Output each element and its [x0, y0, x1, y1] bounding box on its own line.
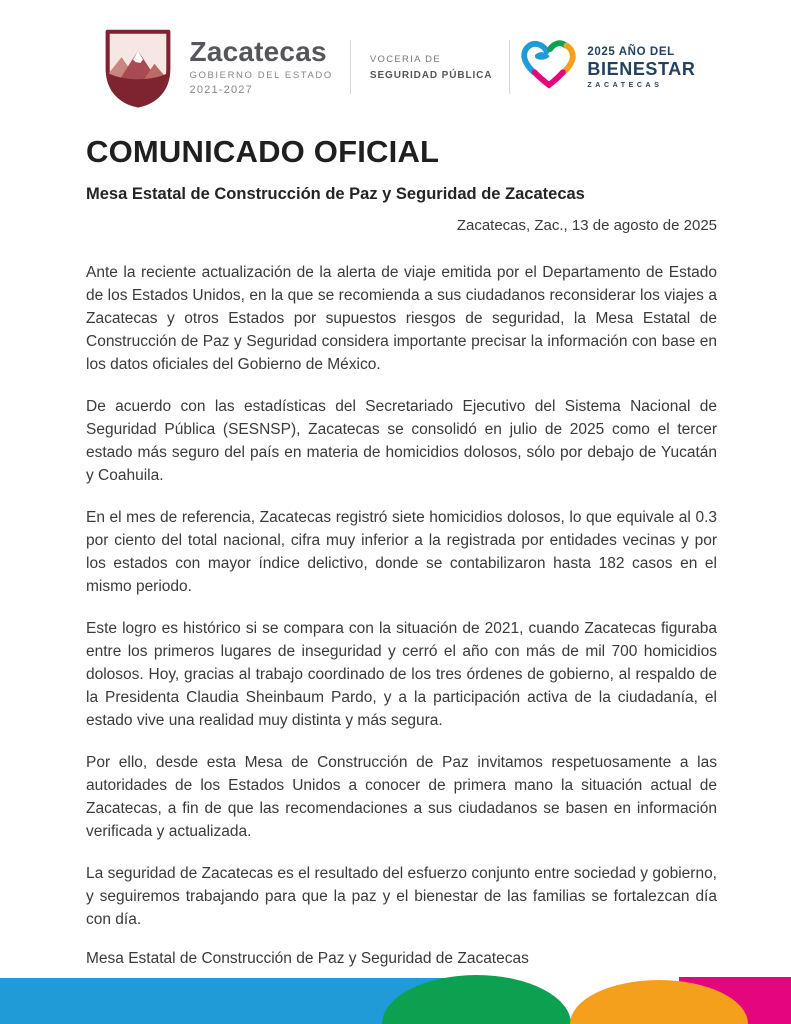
paragraph: Este logro es histórico si se compara con la situación de 2021, cuando Zacatecas figuraba entre los primeros lugares de inseguridad y cerró el año con más de mil 700 homicidios dolosos. Hoy, gracias al trabajo coordinado de los tres órdenes de gobierno, al respaldo de la Presidenta Claudia Sheinbaum Pardo, y a la participación activa de la ciudadanía, el estado vive una realidad muy distinta y más segura.: [86, 620, 717, 729]
bienestar-block: [587, 46, 695, 89]
state-wordmark: [190, 38, 333, 96]
dateline: Zacatecas, Zac., 13 de agosto de 2025: [456, 217, 717, 234]
zacatecas-shield-icon: [96, 26, 180, 108]
paragraph: Ante la reciente actualización de la alerta de viaje emitida por el Departamento de Estado de los Estados Unidos, en la que se recomienda a sus ciudadanos reconsiderar los viajes a Zacatecas y otros Estados por supuestos riesgos de seguridad, la Mesa Estatal de Construcción de Paz y Seguridad considera importante precisar la información con base en los datos oficiales del Gobierno de México.: [86, 264, 717, 373]
document-subtitle: Mesa Estatal de Construcción de Paz y Seguridad de Zacatecas: [86, 185, 585, 203]
header-divider: [350, 40, 351, 94]
footer-artwork: [0, 972, 791, 1024]
paragraph: La seguridad de Zacatecas es el resultado del esfuerzo conjunto entre sociedad y gobierno, y seguiremos trabajando para que la paz y el bienestar de las familias se fortalezcan día con día.: [86, 865, 717, 928]
bienestar-year-label: 2025 AÑO DEL: [587, 45, 675, 58]
document-body: [86, 261, 717, 931]
paragraph: De acuerdo con las estadísticas del Secretariado Ejecutivo del Sistema Nacional de Seguridad Pública (SESNSP), Zacatecas se consolidó en julio de 2025 como el tercer estado más seguro del país en materia de homicidios dolosos, sólo por debajo de Yucatán y Coahuila.: [86, 398, 717, 484]
official-communique: [86, 136, 717, 968]
bienestar-title: BIENESTAR: [587, 58, 696, 79]
paragraph: Por ello, desde esta Mesa de Construcción de Paz invitamos respetuosamente a las autoridades de los Estados Unidos a conocer de primera mano la situación actual de Zacatecas, a fin de que las recomendaciones a sus ciudadanos se basen en información verificada y actualizada.: [86, 754, 717, 840]
state-government-label: GOBIERNO DEL ESTADO: [189, 70, 333, 81]
header-divider: [509, 40, 510, 94]
voceria-label-bottom: SEGURIDAD PÚBLICA: [369, 69, 493, 81]
bienestar-state-label: ZACATECAS: [587, 81, 663, 89]
voceria-label-top: VOCERIA DE: [369, 53, 441, 65]
state-name: Zacatecas: [189, 36, 327, 67]
page-title: COMUNICADO OFICIAL: [86, 134, 440, 169]
bienestar-heart-icon: [520, 36, 578, 98]
voceria-block: [370, 54, 493, 81]
signature-line: Mesa Estatal de Construcción de Paz y Seguridad de Zacatecas: [86, 950, 529, 967]
paragraph: En el mes de referencia, Zacatecas registró siete homicidios dolosos, lo que equivale al 0.3 por ciento del total nacional, cifra muy inferior a la registrada por entidades vecinas y por los estados con mayor índice delictivo, donde se contabilizaron hasta 182 casos en el mismo periodo.: [86, 509, 717, 595]
header-logo-strip: [96, 26, 696, 108]
state-term-period: 2021-2027: [189, 84, 253, 96]
